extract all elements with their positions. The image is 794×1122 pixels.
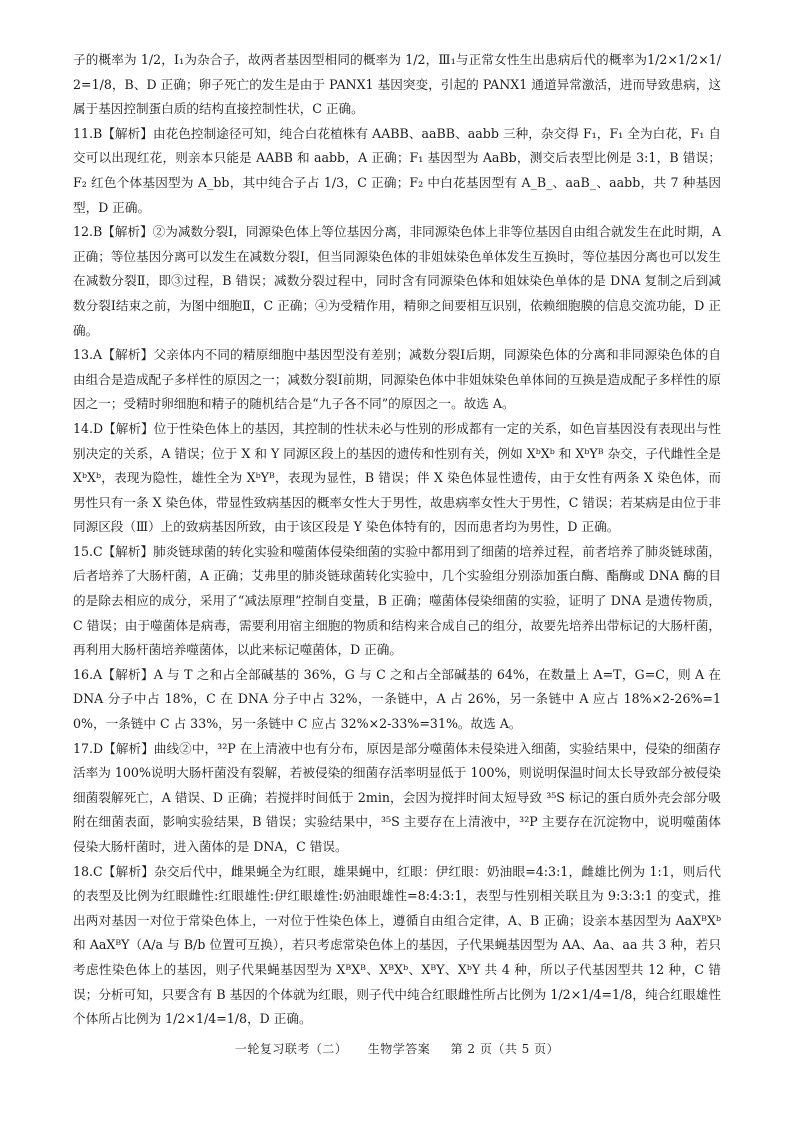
answer-paragraph-16: 16.A【解析】A 与 T 之和占全部碱基的 36%，G 与 C 之和占全部碱基的 64%，在数量上 A=T，G=C，则 A 在 DNA 分子中占 18%，C 在 DNA 分子中占 32%，一条链中，A 占 26%，另一条链中 A 应占 18%×2-26%=10%，一条链中 C 占 33%，另一条链中 C 应占 32%×2-33%=31%。故选 A。 bbox=[73, 666, 721, 732]
answer-paragraph-11: 11.B【解析】由花色控制途径可知，纯合白花植株有 AABB、aaBB、aabb 三种，杂交得 F₁，F₁ 全为白花，F₁ 自交可以出现红花，则亲本只能是 AABB 和 aabb，A 正确；F₁ 基因型为 AaBb，测交后表型比例是 3:1，B 错误；F₂ 红色个体基因型为 A_bb，其中纯合子占 1/3，C 正确；F₂ 中白花基因型有 A_B_、aaB_、aabb，共 7 种基因型，D 正确。 bbox=[73, 125, 721, 215]
footer-subject: 生物学答案 bbox=[367, 1042, 431, 1056]
page-footer bbox=[0, 1040, 794, 1057]
answer-paragraph-15: 15.C【解析】肺炎链球菌的转化实验和噬菌体侵染细菌的实验中都用到了细菌的培养过程，前者培养了肺炎链球菌，后者培养了大肠杆菌，A 正确；艾弗里的肺炎链球菌转化实验中，几个实验组分别添加蛋白酶、酯酶或 DNA 酶的目的是除去相应的成分，采用了“减法原理”控制自变量，B 正确；噬菌体侵染细菌的实验，证明了 DNA 是遗传物质，C 错误；由于噬菌体是病毒，需要利用宿主细胞的物质和结构来合成自己的组分，故要先培养出带标记的大肠杆菌，再利用大肠杆菌培养噬菌体，以此来标记噬菌体，D 正确。 bbox=[73, 543, 721, 658]
footer-page-number: 第 2 页（共 5 页） bbox=[450, 1042, 560, 1056]
answer-paragraph-13: 13.A【解析】父亲体内不同的精原细胞中基因型没有差别；减数分裂Ⅰ后期，同源染色体的分离和非同源染色体的自由组合是造成配子多样性的原因之一；减数分裂Ⅰ前期，同源染色体中非姐妹染色单体间的互换是造成配子多样性的原因之一；受精时卵细胞和精子的随机结合是“九子各不同”的原因之一。故选 A。 bbox=[73, 347, 721, 412]
answer-paragraph-18: 18.C【解析】杂交后代中，雌果蝇全为红眼，雄果蝇中，红眼：伊红眼：奶油眼=4:3:1，雌雄比例为 1:1，则后代的表型及比例为红眼雌性:红眼雄性:伊红眼雄性:奶油眼雄性=8:4:3:1，表型与性别相关联且为 9:3:3:1 的变式，推出两对基因一对位于常染色体上，一对位于性染色体上，遵循自由组合定律，A、B 正确；设亲本基因型为 AaXᴮXᵇ 和 AaXᴮY（A/a 与 B/b 位置可互换），若只考虑常染色体上的基因，子代果蝇基因型为 AA、Aa、aa 共 3 种，若只考虑性染色体上的基因，则子代果蝇基因型为 XᴮXᴮ、XᴮXᵇ、XᴮY、XᵇY 共 4 种，所以子代基因型共 12 种，C 错误；分析可知，只要含有 B 基因的个体就为红眼，则子代中纯合红眼雌性所占比例为 1/2×1/4=1/8，纯合红眼雄性个体所占比例为 1/2×1/4=1/8，D 正确。 bbox=[73, 863, 721, 1027]
answer-paragraph-14: 14.D【解析】位于性染色体上的基因，其控制的性状未必与性别的形成都有一定的关系，如色盲基因没有表现出与性别决定的关系，A 错误；位于 X 和 Y 同源区段上的基因的遗传和性别有关，例如 XᵇXᵇ 和 XᵇYᴮ 杂交，子代雌性全是 XᵇXᵇ，表现为隐性，雄性全为 XᵇYᴮ，表现为显性，B 错误；伴 X 染色体显性遗传，由于女性有两条 X 染色体，而男性只有一条 X 染色体，带显性致病基因的概率女性大于男性，故患病率女性大于男性，C 错误；若某病是由位于非同源区段（Ⅲ）上的致病基因所致，由于该区段是 Y 染色体特有的，因而患者均为男性，D 正确。 bbox=[73, 420, 721, 535]
answer-paragraph-12: 12.B【解析】②为减数分裂Ⅰ，同源染色体上等位基因分离，非同源染色体上非等位基因自由组合就发生在此时期，A 正确；等位基因分离可以发生在减数分裂Ⅰ，但当同源染色体的非姐妹染色单体发生互换时，等位基因分离也可以发生在减数分裂Ⅱ，即③过程，B 错误；减数分裂过程中，同时含有同源染色体和姐妹染色单体的是 DNA 复制之后到减数分裂Ⅰ结束之前，为图中细胞Ⅱ，C 正确；④为受精作用，精卵之间要相互识别，依赖细胞膜的信息交流功能，D 正确。 bbox=[73, 224, 721, 338]
answer-paragraph-17: 17.D【解析】曲线②中，³²P 在上清液中也有分布，原因是部分噬菌体未侵染进入细菌，实验结果中，侵染的细菌存活率为 100%说明大肠杆菌没有裂解，若被侵染的细菌存活率明显低于 100%，则说明保温时间太长导致部分被侵染细菌裂解死亡，A 错误、D 正确；若搅拌时间低于 2min，会因为搅拌时间太短导致 ³⁵S 标记的蛋白质外壳会部分吸附在细菌表面，影响实验结果，B 错误；实验结果中，³⁵S 主要存在上清液中，³²P 主要存在沉淀物中，说明噬菌体侵染大肠杆菌时，进入菌体的是 DNA，C 错误。 bbox=[73, 740, 721, 854]
answer-paragraph-continued: 子的概率为 1/2，Ⅰ₁为杂合子，故两者基因型相同的概率为 1/2，Ⅲ₁与正常女性生出患病后代的概率为1/2×1/2×1/2=1/8，B、D 正确；卵子死亡的发生是由于 PANX1 基因突变，引起的 PANX1 通道异常激活，进而导致患病，这属于基因控制蛋白质的结构直接控制性状，C 正确。 bbox=[73, 52, 721, 117]
answer-page bbox=[73, 48, 721, 1032]
footer-exam-title: 一轮复习联考（二） bbox=[234, 1042, 348, 1056]
